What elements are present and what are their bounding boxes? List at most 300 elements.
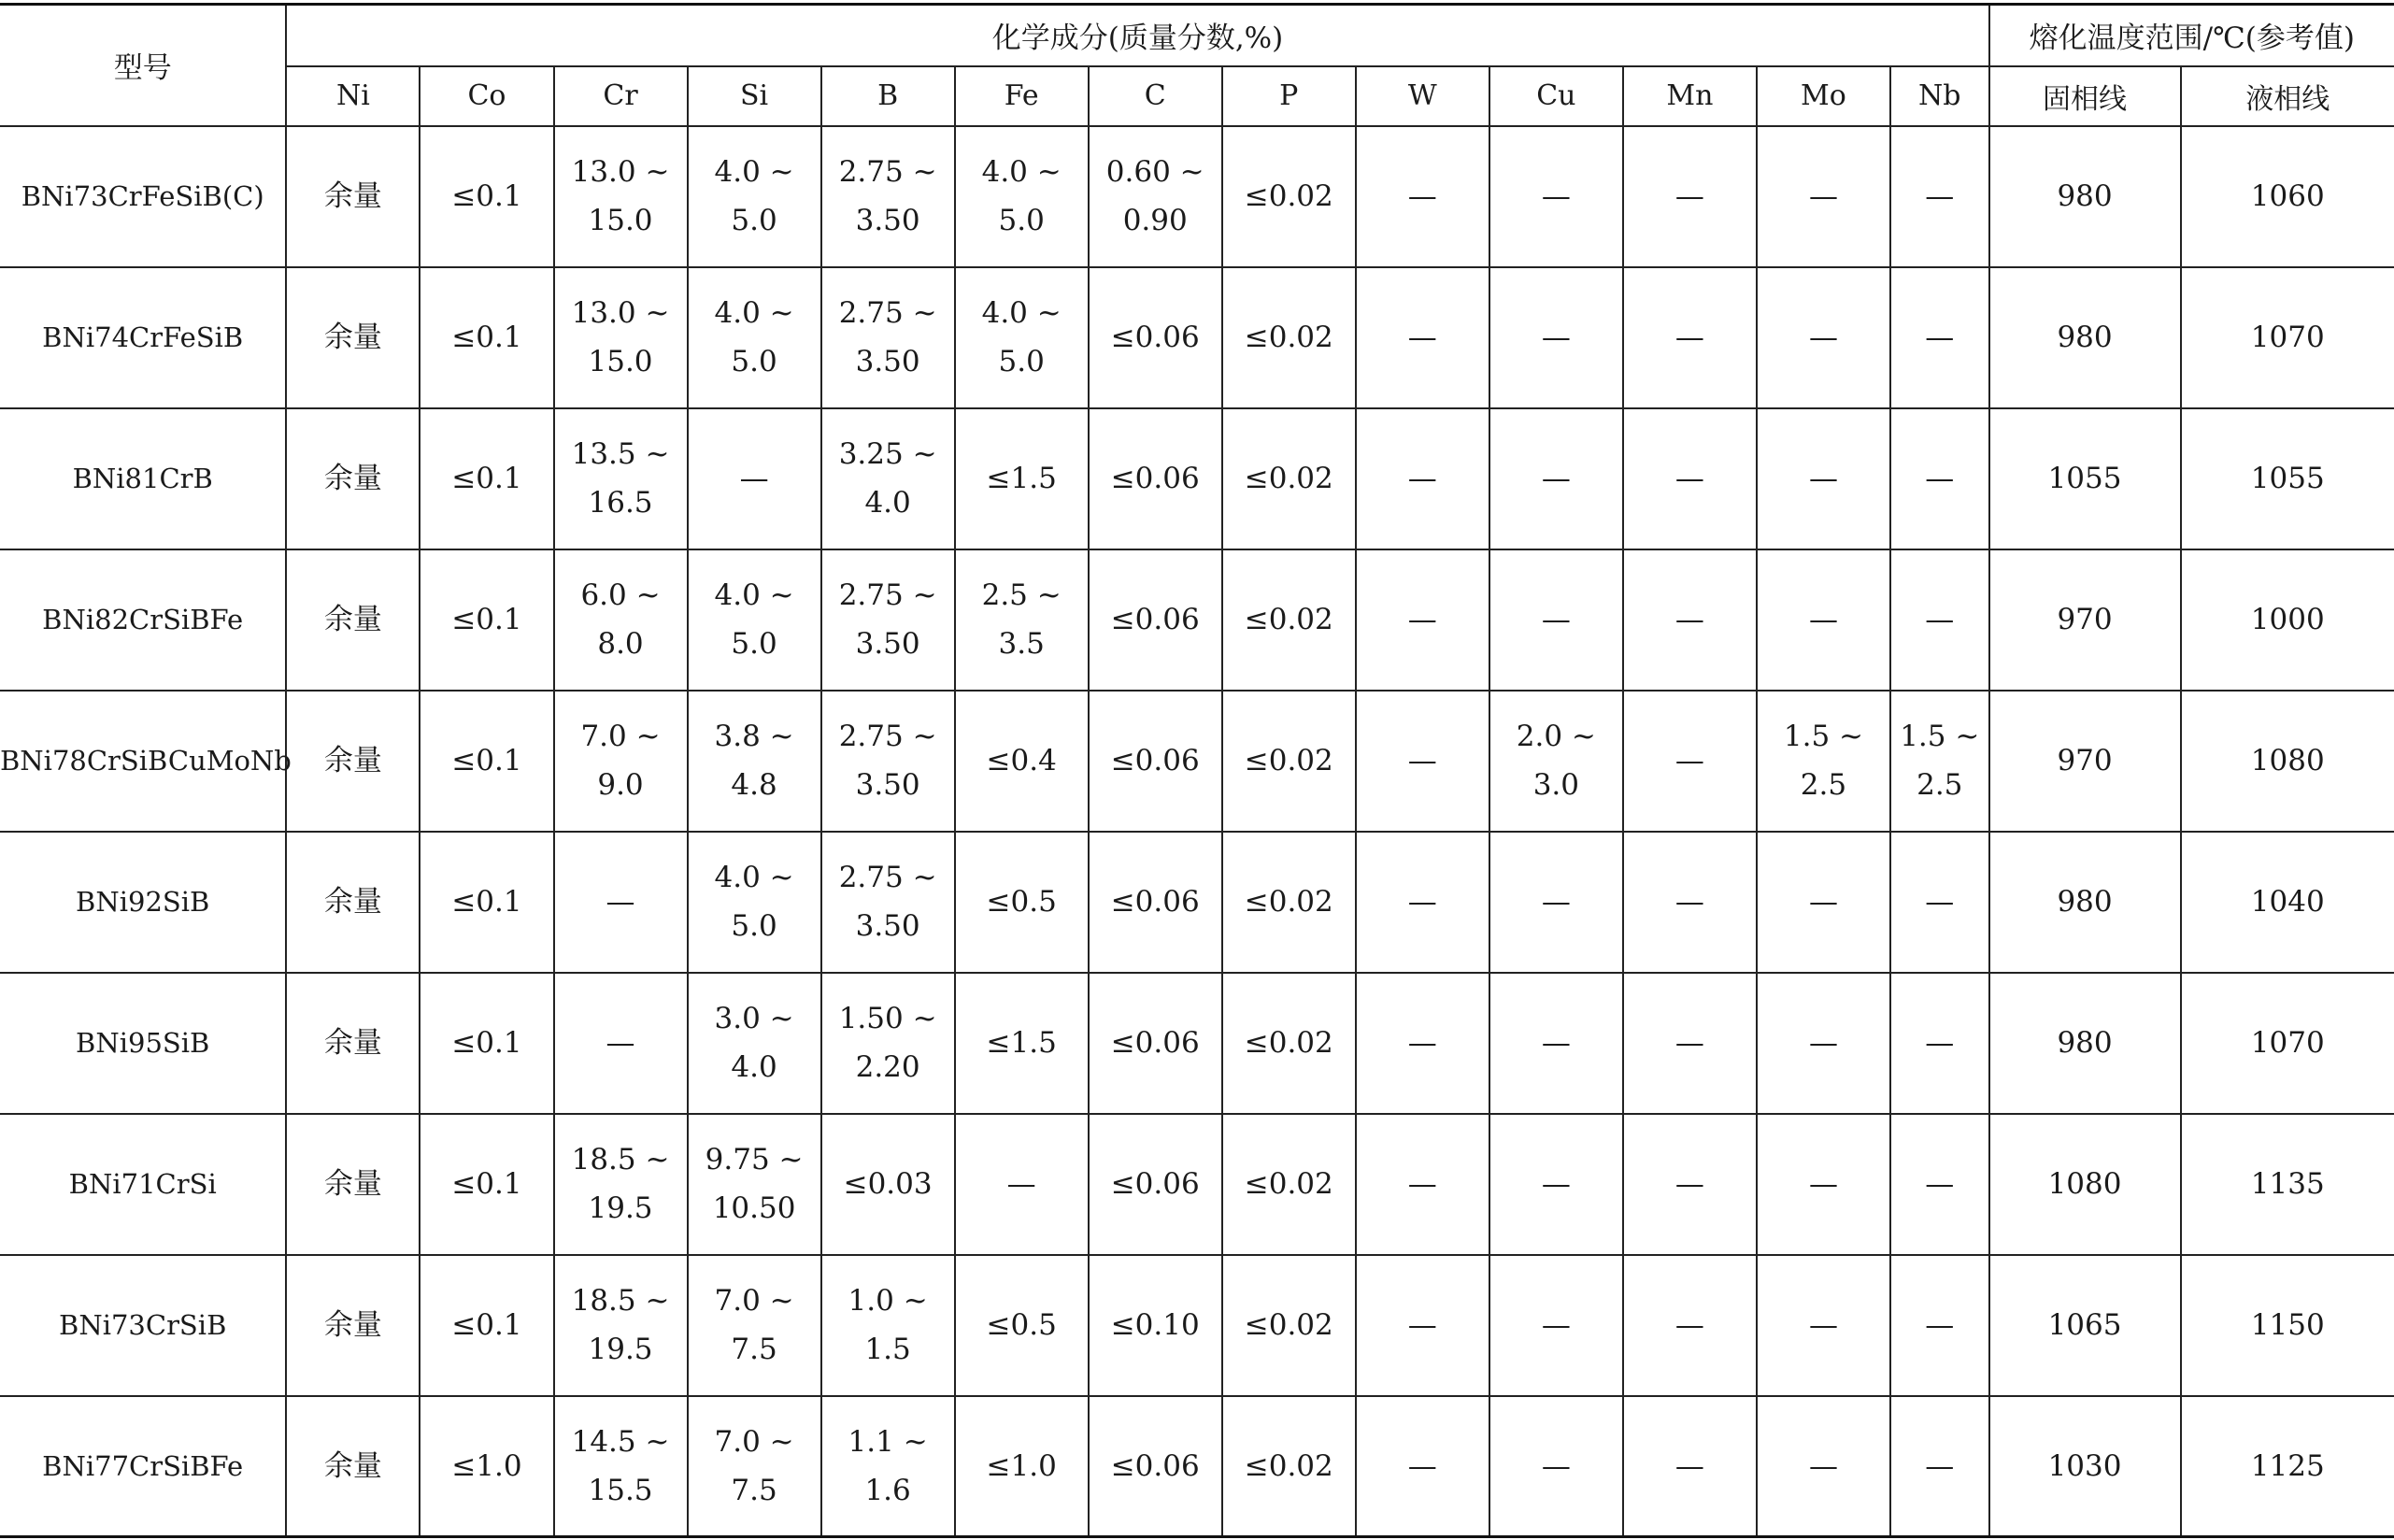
cell-text: 2.5 ~ 3.5 [981,578,1062,661]
cell-text: ≤0.02 [1244,885,1333,919]
cell-text: 2.75 ~ 3.50 [838,720,937,802]
cell-model [0,549,286,691]
cell-text: — [1808,1308,1838,1342]
element-header-p: P [1222,66,1356,126]
cell-solidus [1989,267,2181,408]
cell-model [0,973,286,1114]
element-header-ni: Ni [286,66,420,126]
cell-ni [286,691,420,832]
cell-text: BNi71CrSi [68,1168,217,1200]
cell-ni [286,973,420,1114]
cell-text: BNi78CrSiBCuMoNb [0,745,292,777]
cell-text: ≤0.10 [1110,1308,1200,1342]
cell-cu [1489,832,1623,973]
cell-text: 余量 [323,1026,382,1060]
cell-w [1356,408,1489,549]
cell-mn [1623,973,1757,1114]
cell-c [1089,408,1222,549]
cell-text: ≤0.02 [1244,1026,1333,1060]
cell-mn [1623,1255,1757,1396]
cell-text: ≤0.02 [1244,603,1333,636]
cell-text: ≤1.0 [986,1448,1057,1483]
cell-text: — [1674,1448,1704,1483]
cell-text: — [1925,462,1955,495]
cell-text: — [1674,1026,1704,1060]
cell-text: ≤0.1 [451,1308,522,1342]
cell-model [0,1114,286,1255]
cell-text: — [1925,1026,1955,1060]
cell-b [821,832,955,973]
cell-solidus [1989,1396,2181,1537]
cell-nb [1890,267,1989,408]
cell-text: 1070 [2250,321,2325,354]
cell-text: — [1407,179,1437,213]
cell-b [821,126,955,267]
cell-mn [1623,691,1757,832]
cell-solidus [1989,1114,2181,1255]
cell-b [821,1114,955,1255]
table-row [0,1396,2394,1537]
cell-text: BNi74CrFeSiB [42,321,244,353]
cell-fe [955,832,1089,973]
cell-cr [554,1255,688,1396]
cell-text: BNi82CrSiBFe [42,604,244,635]
cell-nb [1890,832,1989,973]
cell-text: ≤0.5 [986,885,1057,919]
cell-text: — [1541,462,1571,495]
cell-w [1356,691,1489,832]
cell-cr [554,691,688,832]
cell-cu [1489,549,1623,691]
cell-text: — [1674,321,1704,354]
cell-text: — [1674,179,1704,213]
cell-text: — [739,462,769,495]
cell-model [0,691,292,832]
table-row [0,1114,2394,1255]
cell-text: ≤0.02 [1244,179,1333,213]
cell-text: 7.0 ~ 9.0 [580,720,661,802]
cell-si [688,1255,821,1396]
cell-text: — [1541,179,1571,213]
cell-ni [286,267,420,408]
cell-text: 2.75 ~ 3.50 [838,861,937,943]
element-header-nb: Nb [1890,66,1989,126]
cell-cu [1489,267,1623,408]
cell-w [1356,126,1489,267]
cell-text: — [1407,462,1437,495]
cell-mo [1757,1114,1890,1255]
cell-mn [1623,408,1757,549]
cell-text: — [1541,1026,1571,1060]
cell-fe [955,1114,1089,1255]
cell-p [1222,549,1356,691]
cell-text: — [1541,321,1571,354]
cell-b [821,408,955,549]
cell-p [1222,973,1356,1114]
cell-si [688,1114,821,1255]
cell-text: BNi81CrB [72,463,213,494]
cell-text: 14.5 ~ 15.5 [571,1424,670,1507]
table-row [0,832,2394,973]
cell-text: 0.60 ~ 0.90 [1105,155,1204,237]
cell-text: — [1674,885,1704,919]
solidus-header: 固相线 [1989,66,2181,126]
cell-cr [554,408,688,549]
cell-nb [1890,691,1989,832]
cell-solidus [1989,126,2181,267]
cell-co [420,267,553,408]
cell-text: BNi77CrSiBFe [42,1449,244,1482]
cell-text: 3.25 ~ 4.0 [838,437,937,520]
cell-text: — [1407,321,1437,354]
cell-text: 1.1 ~ 1.6 [848,1424,928,1507]
cell-co [420,549,553,691]
cell-text: 980 [2057,179,2113,213]
cell-text: — [1541,1167,1571,1201]
cell-co [420,1255,553,1396]
cell-text: 1080 [2250,744,2325,777]
cell-text: ≤0.1 [451,179,522,213]
cell-liquidus [2181,1255,2394,1396]
cell-si [688,267,821,408]
cell-model [0,1255,286,1396]
cell-text: — [1407,1448,1437,1483]
cell-ni [286,1114,420,1255]
cell-ni [286,549,420,691]
cell-text: 1.50 ~ 2.20 [838,1002,937,1084]
cell-text: — [1808,1167,1838,1201]
cell-text: — [1808,321,1838,354]
cell-text: 980 [2057,1026,2113,1060]
cell-text: ≤0.1 [451,603,522,636]
cell-cu [1489,1255,1623,1396]
cell-w [1356,267,1489,408]
cell-co [420,408,553,549]
cell-text: ≤0.02 [1244,1448,1333,1483]
cell-w [1356,832,1489,973]
liquidus-header: 液相线 [2181,66,2394,126]
element-header-mo: Mo [1757,66,1890,126]
element-header-cr: Cr [554,66,688,126]
cell-liquidus [2181,832,2394,973]
cell-nb [1890,126,1989,267]
cell-text: 1.5 ~ 2.5 [1783,720,1864,802]
cell-nb [1890,973,1989,1114]
cell-cr [554,1396,688,1537]
cell-text: 余量 [323,462,382,495]
cell-ni [286,1396,420,1537]
cell-ni [286,832,420,973]
cell-liquidus [2181,408,2394,549]
cell-text: — [1808,179,1838,213]
cell-b [821,1396,955,1537]
cell-fe [955,267,1089,408]
cell-text: 3.8 ~ 4.8 [714,720,794,802]
cell-text: — [1541,885,1571,919]
table-row [0,267,2394,408]
cell-ni [286,1255,420,1396]
cell-fe [955,1255,1089,1396]
cell-text: ≤0.02 [1244,462,1333,495]
cell-co [420,691,553,832]
cell-b [821,691,955,832]
cell-solidus [1989,973,2181,1114]
cell-ni [286,408,420,549]
cell-solidus [1989,691,2181,832]
cell-text: ≤0.06 [1110,462,1200,495]
cell-text: 2.75 ~ 3.50 [838,578,937,661]
cell-text: 18.5 ~ 19.5 [571,1143,670,1225]
cell-text: 1070 [2250,1026,2325,1060]
cell-nb [1890,1255,1989,1396]
element-header-co: Co [420,66,553,126]
cell-co [420,973,553,1114]
cell-cr [554,832,688,973]
cell-cr [554,973,688,1114]
cell-text: ≤0.1 [451,462,522,495]
cell-text: — [1674,462,1704,495]
model-header: 型号 [0,5,286,126]
cell-text: 13.5 ~ 16.5 [571,437,670,520]
cell-text: 1055 [2250,462,2325,495]
cell-fe [955,126,1089,267]
table-body [0,126,2394,1537]
element-header-c: C [1089,66,1222,126]
cell-si [688,1396,821,1537]
cell-text: — [1808,1026,1838,1060]
cell-solidus [1989,408,2181,549]
cell-cu [1489,126,1623,267]
cell-text: BNi95SiB [76,1027,210,1059]
cell-text: 4.0 ~ 5.0 [981,296,1062,378]
cell-text: — [1407,744,1437,777]
cell-w [1356,1255,1489,1396]
cell-text: 980 [2057,885,2113,919]
cell-text: 1125 [2250,1448,2325,1483]
cell-text: 1040 [2250,885,2325,919]
header-row-columns [0,66,2394,126]
cell-mo [1757,126,1890,267]
cell-text: 7.0 ~ 7.5 [714,1424,794,1507]
cell-text: ≤0.06 [1110,744,1200,777]
cell-w [1356,1114,1489,1255]
cell-c [1089,1255,1222,1396]
cell-text: 1135 [2250,1167,2325,1201]
cell-text: — [606,885,635,919]
cell-text: ≤0.1 [451,885,522,919]
cell-cu [1489,973,1623,1114]
element-header-fe: Fe [955,66,1089,126]
cell-nb [1890,1114,1989,1255]
cell-c [1089,832,1222,973]
cell-text: BNi92SiB [76,886,210,918]
cell-text: 1080 [2047,1167,2122,1201]
cell-text: — [1925,179,1955,213]
cell-liquidus [2181,1114,2394,1255]
cell-mo [1757,691,1890,832]
cell-b [821,267,955,408]
cell-text: ≤0.1 [451,1167,522,1201]
cell-mo [1757,832,1890,973]
cell-fe [955,1396,1089,1537]
cell-liquidus [2181,126,2394,267]
element-header-mn: Mn [1623,66,1757,126]
table-row [0,126,2394,267]
cell-c [1089,973,1222,1114]
cell-c [1089,126,1222,267]
cell-text: — [1006,1167,1036,1201]
cell-text: — [1541,1308,1571,1342]
cell-text: — [1808,885,1838,919]
cell-nb [1890,1396,1989,1537]
cell-si [688,973,821,1114]
cell-text: 1030 [2047,1448,2122,1483]
cell-text: 970 [2057,744,2113,777]
cell-text: — [1808,462,1838,495]
cell-text: 7.0 ~ 7.5 [714,1284,794,1366]
cell-model [0,267,286,408]
cell-text: 余量 [323,321,382,354]
cell-text: 3.0 ~ 4.0 [714,1002,794,1084]
cell-w [1356,973,1489,1114]
cell-text: 1060 [2250,179,2325,213]
cell-si [688,549,821,691]
composition-table [0,3,2394,1538]
cell-text: 余量 [323,885,382,919]
cell-mo [1757,549,1890,691]
cell-cr [554,1114,688,1255]
cell-model [0,832,286,973]
cell-text: ≤0.4 [986,744,1057,777]
cell-text: — [1925,603,1955,636]
element-header-w: W [1356,66,1489,126]
element-header-cu: Cu [1489,66,1623,126]
cell-text: 970 [2057,603,2113,636]
cell-text: 1000 [2250,603,2325,636]
cell-p [1222,832,1356,973]
cell-text: 余量 [323,179,382,213]
cell-cr [554,267,688,408]
cell-text: 4.0 ~ 5.0 [714,155,794,237]
cell-text: ≤0.06 [1110,1448,1200,1483]
cell-nb [1890,549,1989,691]
cell-text: ≤0.1 [451,744,522,777]
cell-text: — [1925,885,1955,919]
cell-c [1089,549,1222,691]
cell-mn [1623,267,1757,408]
cell-text: — [1541,603,1571,636]
cell-liquidus [2181,549,2394,691]
cell-cu [1489,1396,1623,1537]
cell-co [420,832,553,973]
cell-text: — [1541,1448,1571,1483]
table-row [0,973,2394,1114]
cell-b [821,973,955,1114]
cell-p [1222,1114,1356,1255]
cell-si [688,126,821,267]
cell-mo [1757,1255,1890,1396]
cell-text: — [1407,603,1437,636]
cell-liquidus [2181,973,2394,1114]
cell-mn [1623,1114,1757,1255]
cell-si [688,691,821,832]
cell-text: — [1925,1448,1955,1483]
cell-text: BNi73CrSiB [59,1309,227,1341]
cell-cr [554,126,688,267]
chemical-composition-header: 化学成分(质量分数,%) [286,5,1988,66]
cell-c [1089,691,1222,832]
cell-text: ≤0.06 [1110,603,1200,636]
cell-c [1089,1114,1222,1255]
cell-text: 4.0 ~ 5.0 [981,155,1062,237]
cell-liquidus [2181,267,2394,408]
cell-fe [955,691,1089,832]
cell-mo [1757,408,1890,549]
cell-text: — [1407,1167,1437,1201]
cell-text: ≤0.06 [1110,1167,1200,1201]
cell-si [688,832,821,973]
cell-text: — [1674,1308,1704,1342]
melting-range-header: 熔化温度范围/℃(参考值) [1989,5,2394,66]
cell-text: 余量 [323,1167,382,1201]
cell-solidus [1989,832,2181,973]
cell-co [420,1396,553,1537]
cell-fe [955,408,1089,549]
cell-cr [554,549,688,691]
cell-text: — [1925,321,1955,354]
cell-cu [1489,1114,1623,1255]
cell-text: 13.0 ~ 15.0 [571,155,670,237]
cell-text: ≤1.5 [986,1026,1057,1060]
cell-text: — [1407,1026,1437,1060]
cell-model [0,1396,286,1537]
cell-text: 2.0 ~ 3.0 [1516,720,1596,802]
cell-ni [286,126,420,267]
cell-mn [1623,549,1757,691]
cell-text: 2.75 ~ 3.50 [838,296,937,378]
cell-text: ≤0.1 [451,321,522,354]
cell-text: — [606,1026,635,1060]
cell-text: 1.0 ~ 1.5 [848,1284,928,1366]
cell-text: — [1808,603,1838,636]
cell-text: ≤0.02 [1244,1308,1333,1342]
cell-text: — [1407,885,1437,919]
cell-p [1222,267,1356,408]
cell-c [1089,267,1222,408]
cell-text: 余量 [323,1448,382,1483]
element-header-si: Si [688,66,821,126]
cell-cu [1489,408,1623,549]
cell-text: 18.5 ~ 19.5 [571,1284,670,1366]
cell-text: — [1925,1167,1955,1201]
cell-liquidus [2181,1396,2394,1537]
cell-nb [1890,408,1989,549]
cell-p [1222,408,1356,549]
cell-text: 4.0 ~ 5.0 [714,296,794,378]
table-row [0,691,2394,832]
cell-b [821,549,955,691]
cell-text: 2.75 ~ 3.50 [838,155,937,237]
cell-p [1222,1255,1356,1396]
cell-text: ≤0.02 [1244,321,1333,354]
cell-mn [1623,126,1757,267]
cell-text: BNi73CrFeSiB(C) [21,180,264,212]
cell-text: 余量 [323,603,382,636]
cell-text: ≤0.06 [1110,885,1200,919]
cell-text: 余量 [323,1308,382,1342]
cell-fe [955,549,1089,691]
cell-text: ≤1.0 [451,1448,522,1483]
